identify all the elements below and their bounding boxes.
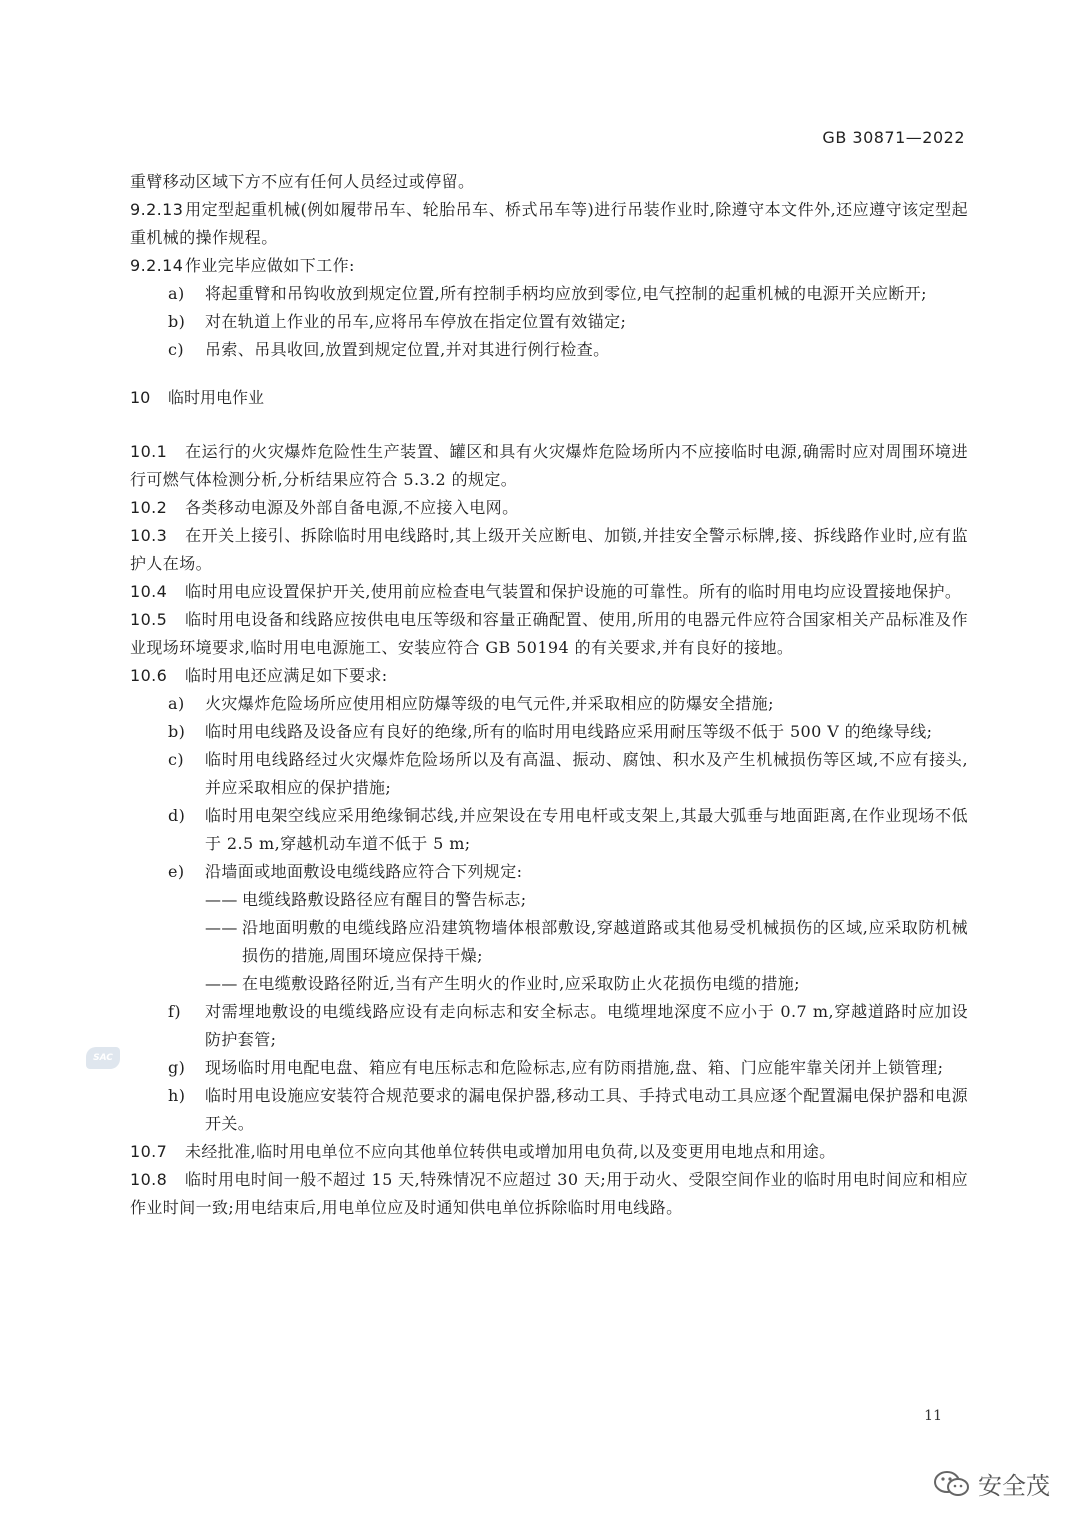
list-item-text: 对需埋地敷设的电缆线路应设有走向标志和安全标志。电缆埋地深度不应小于 0.7 m,穿越道路时应加设防护套管; [205, 1002, 968, 1049]
clause-paragraph [130, 522, 968, 578]
standard-number: GB 30871—2022 [822, 128, 965, 147]
list-item [130, 858, 968, 886]
list-item-label: f) [168, 1002, 181, 1021]
clause-text: 在开关上接引、拆除临时用电线路时,其上级开关应断电、加锁,并挂安全警示标牌,接、拆线路作业时,应有监护人在场。 [130, 526, 968, 573]
clause-paragraph [130, 1138, 968, 1166]
clause-text: 用定型起重机械(例如履带吊车、轮胎吊车、桥式吊车等)进行吊装作业时,除遵守本文件外,还应遵守该定型起重机械的操作规程。 [130, 200, 968, 247]
watermark [932, 1466, 1050, 1501]
list-item-text: 临时用电架空线应采用绝缘铜芯线,并应架设在专用电杆或支架上,其最大弧垂与地面距离,在作业现场不低于 2.5 m,穿越机动车道不低于 5 m; [205, 806, 968, 853]
list-item [130, 998, 968, 1054]
clause-text: 临时用电应设置保护开关,使用前应检查电气装置和保护设施的可靠性。所有的临时用电均应设置接地保护。 [185, 582, 962, 601]
list-item [130, 280, 968, 308]
list-item-text: 沿地面明敷的电缆线路应沿建筑物墙体根部敷设,穿越道路或其他易受机械损伤的区域,应采取防机械损伤的措施,周围环境应保持干燥; [242, 918, 968, 965]
list-item-label: b) [168, 722, 186, 741]
list-item [130, 690, 968, 718]
clause-text: 临时用电还应满足如下要求: [185, 666, 388, 685]
clause-number: 10.3 [130, 526, 168, 545]
clause-paragraph [130, 606, 968, 662]
sac-logo-icon: SAC [86, 1047, 120, 1069]
dash-item [130, 914, 968, 970]
clause-number: 10.8 [130, 1170, 168, 1189]
list-item-text: 电缆线路敷设路径应有醒目的警告标志; [242, 890, 527, 909]
list-item-text: 将起重臂和吊钩收放到规定位置,所有控制手柄均应放到零位,电气控制的起重机械的电源开关应断开; [205, 284, 927, 303]
dash-item [130, 970, 968, 998]
list-item-label: c) [168, 340, 185, 359]
clause-text: 各类移动电源及外部自备电源,不应接入电网。 [185, 498, 519, 517]
clause-number: 10.2 [130, 498, 168, 517]
list-item-label: —— [205, 918, 238, 937]
list-item-label: e) [168, 862, 185, 881]
document-body [130, 168, 968, 1222]
clause-number: 10.7 [130, 1142, 168, 1161]
list-item-label: d) [168, 806, 186, 825]
list-item-text: 现场临时用电配电盘、箱应有电压标志和危险标志,应有防雨措施,盘、箱、门应能牢靠关闭并上锁管理; [205, 1058, 944, 1077]
list-item-text: 吊索、吊具收回,放置到规定位置,并对其进行例行检查。 [205, 340, 610, 359]
list-item-label: —— [205, 974, 238, 993]
list-item-label: c) [168, 750, 185, 769]
list-item [130, 308, 968, 336]
list-item-text: 临时用电设施应安装符合规范要求的漏电保护器,移动工具、手持式电动工具应逐个配置漏电保护器和电源开关。 [205, 1086, 968, 1133]
list-item-text: 在电缆敷设路径附近,当有产生明火的作业时,应采取防止火花损伤电缆的措施; [242, 974, 800, 993]
clause-text: 临时用电设备和线路应按供电电压等级和容量正确配置、使用,所用的电器元件应符合国家相关产品标准及作业现场环境要求,临时用电电源施工、安装应符合 GB 50194 的有关要求,并有良好的接地。 [130, 610, 968, 657]
list-item [130, 336, 968, 364]
list-item-label: a) [168, 694, 185, 713]
list-item-label: g) [168, 1058, 186, 1077]
clause-paragraph [130, 1166, 968, 1222]
section-number: 10 [130, 388, 151, 407]
clause-paragraph [130, 578, 968, 606]
clause-paragraph [130, 252, 968, 280]
clause-paragraph [130, 662, 968, 690]
list-item [130, 802, 968, 858]
list-item-label: —— [205, 890, 238, 909]
clause-paragraph [130, 196, 968, 252]
clause-text: 在运行的火灾爆炸危险性生产装置、罐区和具有火灾爆炸危险场所内不应接临时电源,确需时应对周围环境进行可燃气体检测分析,分析结果应符合 5.3.2 的规定。 [130, 442, 968, 489]
list-item-label: h) [168, 1086, 186, 1105]
wechat-icon [932, 1469, 972, 1499]
clause-text: 未经批准,临时用电单位不应向其他单位转供电或增加用电负荷,以及变更用电地点和用途。 [185, 1142, 836, 1161]
list-item [130, 1082, 968, 1138]
section-heading [130, 384, 968, 412]
continued-paragraph: 重臂移动区域下方不应有任何人员经过或停留。 [130, 172, 475, 191]
clause-text: 作业完毕应做如下工作: [185, 256, 355, 275]
clause-number: 10.5 [130, 610, 168, 629]
list-item-text: 临时用电线路经过火灾爆炸危险场所以及有高温、振动、腐蚀、积水及产生机械损伤等区域,不应有接头,并应采取相应的保护措施; [205, 750, 968, 797]
list-item [130, 718, 968, 746]
section-title-text: 临时用电作业 [168, 388, 265, 407]
list-item-label: a) [168, 284, 185, 303]
clause-text: 临时用电时间一般不超过 15 天,特殊情况不应超过 30 天;用于动火、受限空间作业的临时用电时间应和相应作业时间一致;用电结束后,用电单位应及时通知供电单位拆除临时用电线路。 [130, 1170, 968, 1217]
list-item [130, 746, 968, 802]
list-item-label: b) [168, 312, 186, 331]
clause-paragraph [130, 494, 968, 522]
clause-number: 10.1 [130, 442, 168, 461]
list-item-text: 沿墙面或地面敷设电缆线路应符合下列规定: [205, 862, 523, 881]
watermark-text: 安全茂 [978, 1472, 1050, 1500]
clause-number: 10.6 [130, 666, 168, 685]
list-item [130, 1054, 968, 1082]
clause-number: 10.4 [130, 582, 168, 601]
list-item-text: 临时用电线路及设备应有良好的绝缘,所有的临时用电线路应采用耐压等级不低于 500 V 的绝缘导线; [205, 722, 933, 741]
list-item-text: 对在轨道上作业的吊车,应将吊车停放在指定位置有效锚定; [205, 312, 627, 331]
clause-paragraph [130, 438, 968, 494]
clause-number: 9.2.14 [130, 256, 184, 275]
dash-item [130, 886, 968, 914]
page-number: 11 [924, 1408, 942, 1424]
list-item-text: 火灾爆炸危险场所应使用相应防爆等级的电气元件,并采取相应的防爆安全措施; [205, 694, 774, 713]
clause-number: 9.2.13 [130, 200, 184, 219]
